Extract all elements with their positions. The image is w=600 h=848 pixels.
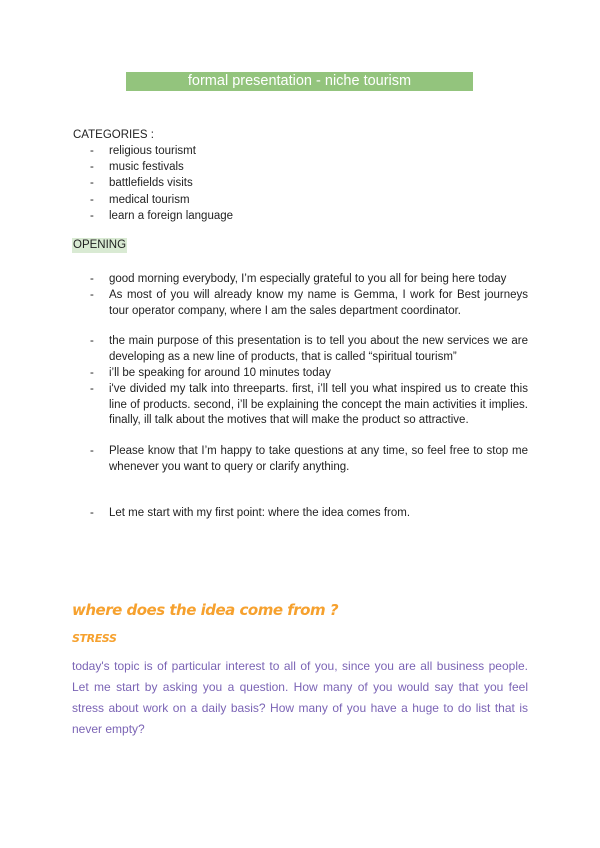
opening-list bbox=[73, 272, 528, 522]
list-item: - battlefields visits bbox=[90, 177, 193, 190]
list-item: - music festivals bbox=[90, 161, 184, 174]
categories-list bbox=[73, 143, 528, 224]
list-item: - Please know that I’m happy to take questions at any time, so feel free to stop me whenever you want to query or clarify anything. bbox=[90, 445, 528, 473]
list-item: - the main purpose of this presentation is to tell you about the new services we are developing as a new line of products, that is called “spiritual tourism” bbox=[90, 335, 528, 364]
list-item: - As most of you will already know my name is Gemma, I work for Best journeys tour operator company, where I am the sales department coordinator. bbox=[90, 288, 528, 317]
title-text: formal presentation - niche tourism bbox=[187, 73, 412, 89]
stress-heading: STRESS bbox=[72, 632, 117, 645]
categories-heading: CATEGORIES : bbox=[73, 129, 154, 141]
section-heading: where does the idea come from ? bbox=[72, 601, 339, 619]
list-item: - Let me start with my first point: where the idea comes from. bbox=[90, 506, 411, 519]
stress-paragraph: today's topic is of particular interest to all of you, since you are all business people. Let me start by asking you a question. How many of you would say that you feel stress about work on a daily basis? How many of you have a huge to do list that is never empty? bbox=[72, 659, 528, 736]
list-item: - medical tourism bbox=[90, 193, 190, 206]
list-item: - i’ll be speaking for around 10 minutes today bbox=[90, 366, 331, 379]
list-item: - religious tourismt bbox=[90, 145, 196, 157]
list-item: - good morning everybody, I’m especially grateful to you all for being here today bbox=[90, 273, 507, 285]
document-title bbox=[126, 72, 473, 91]
opening-heading: OPENING bbox=[73, 239, 127, 251]
list-item: - learn a foreign language bbox=[90, 209, 234, 222]
list-item: - i've divided my talk into threeparts. first, i’ll tell you what inspired us to create this line of products. second, i’ll be explaining the concept the main activities it implies. finally, ill talk about the motives that will make the product so attractive. bbox=[90, 382, 528, 427]
